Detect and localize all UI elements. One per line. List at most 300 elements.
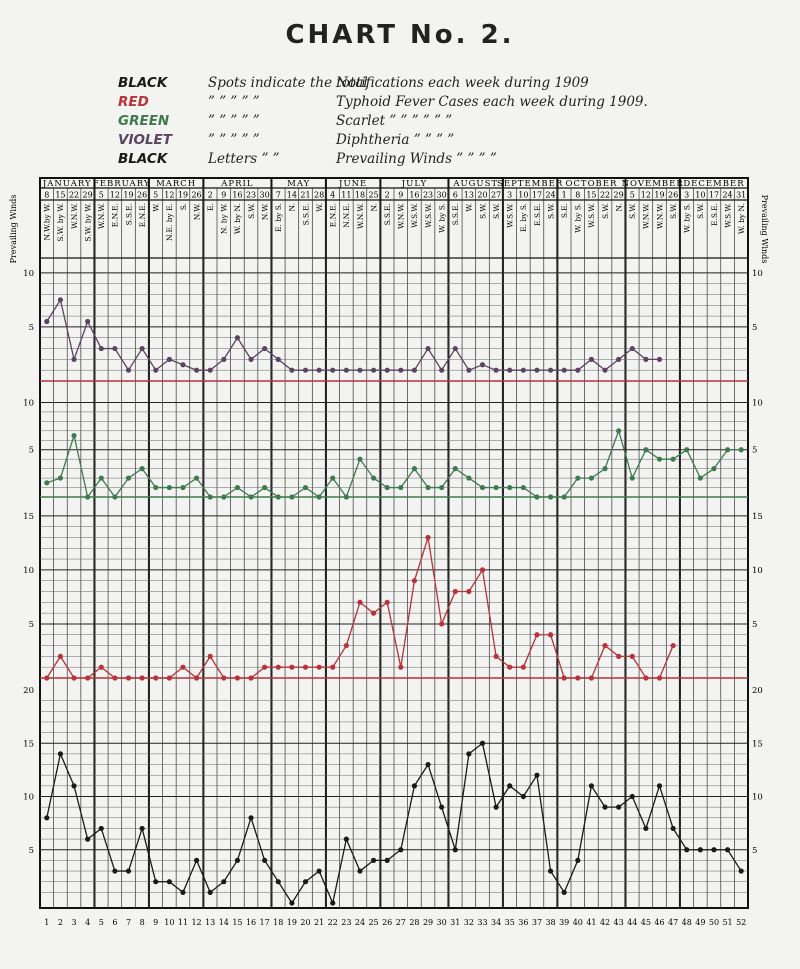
data-point [725, 447, 730, 452]
data-point [657, 783, 662, 788]
data-point [466, 589, 471, 594]
data-point [112, 868, 117, 873]
date-label: 4 [330, 190, 336, 200]
wind-label: N.W. [192, 203, 202, 221]
data-point [385, 600, 390, 605]
data-point [425, 535, 430, 540]
data-point [425, 346, 430, 351]
date-label: 10 [518, 190, 529, 200]
week-number: 34 [491, 918, 502, 927]
date-label: 22 [599, 190, 611, 200]
date-label: 27 [491, 190, 502, 200]
week-number: 42 [599, 918, 611, 927]
data-point [99, 826, 104, 831]
data-point [330, 475, 335, 480]
data-point [575, 858, 580, 863]
data-point [317, 665, 322, 670]
wind-label: S.W. by W. [56, 203, 66, 242]
wind-label: W. by N. [233, 203, 243, 235]
week-number: 45 [640, 918, 651, 927]
week-number: 36 [518, 918, 529, 927]
data-point [180, 890, 185, 895]
month-label: MAY [287, 179, 311, 189]
data-point [303, 879, 308, 884]
data-point [548, 632, 553, 637]
data-point [507, 368, 512, 373]
y-tick-label: 5 [28, 445, 34, 456]
week-number: 24 [354, 918, 366, 927]
month-label: OCTOBER [565, 179, 618, 189]
data-point [494, 368, 499, 373]
data-point [71, 433, 76, 438]
date-label: 30 [436, 190, 447, 200]
week-number: 37 [531, 918, 543, 927]
legend-mid: ” ” ” ” ” [208, 94, 260, 110]
data-point [276, 879, 281, 884]
date-label: 2 [207, 190, 213, 200]
wind-label: N.W.by W. [42, 203, 52, 241]
data-point [371, 475, 376, 480]
panel-total-notifications [23, 686, 763, 906]
wind-label: E.S.E. [532, 203, 542, 226]
wind-label: S.W. [696, 203, 706, 220]
week-number: 43 [613, 918, 624, 927]
date-label: 17 [708, 190, 720, 200]
data-point [534, 632, 539, 637]
data-point [548, 368, 553, 373]
week-number: 22 [327, 918, 338, 927]
wind-label: S.S.E. [124, 203, 134, 226]
week-number: 27 [395, 918, 406, 927]
week-number: 25 [368, 918, 379, 927]
date-label: 5 [629, 190, 635, 200]
data-point [398, 368, 403, 373]
data-point [140, 826, 145, 831]
data-point [507, 485, 512, 490]
wind-label: W.N.W. [97, 203, 107, 230]
week-number: 19 [286, 918, 297, 927]
data-point [194, 368, 199, 373]
data-point [466, 751, 471, 756]
month-label: APRIL [221, 179, 254, 189]
month-label: JULY [401, 179, 428, 189]
data-point [276, 665, 281, 670]
wind-label: N.W. [260, 203, 270, 221]
data-point [439, 621, 444, 626]
week-number: 31 [450, 918, 461, 927]
month-label: MARCH [156, 179, 197, 189]
data-point [575, 368, 580, 373]
wind-label: S.W. [546, 203, 556, 220]
wind-label: S.S.E. [451, 203, 461, 226]
date-label: 20 [477, 190, 488, 200]
wind-label: W.S.W. [723, 203, 733, 228]
data-point [616, 357, 621, 362]
data-point [153, 368, 158, 373]
data-point [385, 368, 390, 373]
date-label: 3 [684, 190, 690, 200]
date-label: 29 [613, 190, 624, 200]
data-point [466, 368, 471, 373]
data-point [739, 868, 744, 873]
data-point [344, 368, 349, 373]
date-label: 16 [232, 190, 243, 200]
y-tick-label: 20 [23, 686, 34, 696]
data-point [643, 447, 648, 452]
wind-label: S.W. [491, 203, 501, 220]
date-label: 23 [245, 190, 257, 200]
data-point [657, 457, 662, 462]
wind-label: S.E. [559, 203, 569, 219]
y-tick-label: 5 [28, 845, 34, 856]
data-point [289, 368, 294, 373]
panel-diphtheria [23, 269, 763, 373]
date-label: 7 [275, 190, 281, 200]
date-label: 16 [409, 190, 420, 200]
data-point [521, 485, 526, 490]
y-tick-label: 10 [752, 268, 763, 279]
data-point [330, 665, 335, 670]
week-number: 11 [177, 918, 189, 927]
week-number: 29 [422, 918, 434, 927]
wind-label: W. by S. [682, 203, 692, 233]
wind-label: W.S.W. [505, 203, 515, 228]
legend-key: RED [118, 94, 149, 110]
data-point [58, 297, 63, 302]
week-number: 33 [477, 918, 488, 927]
date-label: 9 [221, 190, 227, 200]
date-label: 2 [384, 190, 390, 200]
data-point [303, 485, 308, 490]
data-point [221, 879, 226, 884]
week-number: 12 [191, 918, 202, 927]
data-point [698, 847, 703, 852]
wind-label: N. [369, 203, 379, 212]
data-point [439, 368, 444, 373]
data-point [425, 762, 430, 767]
data-point [330, 368, 335, 373]
legend-key: GREEN [118, 113, 170, 129]
date-label: 15 [55, 190, 66, 200]
data-point [44, 480, 49, 485]
data-point [44, 319, 49, 324]
y-tick-label: 15 [23, 511, 34, 522]
week-number: 26 [382, 918, 393, 927]
data-point [357, 368, 362, 373]
y-tick-label: 20 [752, 686, 763, 696]
week-number: 15 [232, 918, 243, 927]
data-point [534, 368, 539, 373]
data-point [466, 475, 471, 480]
wind-label: W.N.W. [641, 203, 651, 230]
week-number: 9 [153, 918, 159, 927]
week-number: 17 [259, 918, 270, 927]
wind-label: S.W. [246, 203, 256, 220]
y-tick-label: 10 [752, 565, 763, 576]
data-point [208, 890, 213, 895]
y-tick-label: 5 [752, 845, 758, 856]
y-tick-label: 5 [752, 619, 758, 630]
week-number: 39 [559, 918, 570, 927]
data-point [453, 589, 458, 594]
week-number: 41 [586, 918, 597, 927]
data-point [521, 794, 526, 799]
data-point [630, 794, 635, 799]
week-number: 44 [627, 918, 638, 927]
wind-label: S.W. [478, 203, 488, 220]
wind-label: W. by S. [437, 203, 447, 233]
data-point [630, 475, 635, 480]
data-point [453, 466, 458, 471]
data-point [602, 466, 607, 471]
y-tick-label: 5 [28, 619, 34, 630]
week-number: 32 [463, 918, 474, 927]
y-tick-label: 15 [752, 511, 763, 522]
date-label: 15 [586, 190, 597, 200]
legend-key: VIOLET [118, 132, 172, 148]
data-point [616, 654, 621, 659]
legend-desc: Prevailing Winds ” ” ” ” [336, 151, 497, 167]
y-tick-label: 5 [752, 445, 758, 456]
legend-key: BLACK [118, 151, 168, 167]
date-label: 19 [123, 190, 134, 200]
month-label: SEPTEMBER [497, 179, 564, 189]
wind-label: E. [205, 203, 215, 211]
date-label: 18 [354, 190, 366, 200]
data-point [602, 643, 607, 648]
data-point [85, 319, 90, 324]
data-point [616, 805, 621, 810]
wind-label: N. by W. [219, 203, 229, 235]
data-point [480, 741, 485, 746]
week-number: 18 [273, 918, 284, 927]
data-point [480, 362, 485, 367]
date-label: 25 [368, 190, 379, 200]
data-point [439, 805, 444, 810]
data-point [303, 368, 308, 373]
data-point [562, 368, 567, 373]
data-point [657, 357, 662, 362]
data-point [58, 654, 63, 659]
data-point [112, 346, 117, 351]
legend-mid: Letters ” ” [208, 151, 280, 167]
data-point [99, 665, 104, 670]
data-point [126, 475, 131, 480]
wind-label: W.S.W. [587, 203, 597, 228]
wind-label: S.W. [668, 203, 678, 220]
date-label: 8 [44, 190, 50, 200]
wind-label: S. [178, 203, 188, 211]
page-title: CHART No. 2. [285, 20, 515, 50]
week-number: 50 [708, 918, 720, 927]
month-label: FEBRUARY [92, 179, 151, 189]
data-point [480, 485, 485, 490]
data-point [235, 335, 240, 340]
week-number: 6 [112, 918, 118, 927]
data-point [194, 475, 199, 480]
data-point [235, 858, 240, 863]
week-number: 23 [341, 918, 352, 927]
y-tick-label: 15 [752, 739, 763, 750]
y-tick-label: 10 [23, 268, 34, 279]
date-label: 21 [300, 190, 311, 200]
wind-label: N. [614, 203, 624, 212]
week-number: 14 [218, 918, 229, 927]
data-point [208, 654, 213, 659]
data-point [494, 805, 499, 810]
data-point [589, 475, 594, 480]
data-point [71, 357, 76, 362]
date-label: 12 [109, 190, 120, 200]
data-point [412, 578, 417, 583]
y-tick-label: 10 [752, 398, 763, 409]
week-number: 10 [164, 918, 175, 927]
y-tick-label: 15 [23, 739, 34, 750]
wind-label: W.N.W. [69, 203, 79, 230]
wind-label: W.N.W. [355, 203, 365, 230]
date-label: 22 [68, 190, 80, 200]
data-point [589, 783, 594, 788]
date-label: 23 [422, 190, 434, 200]
data-point [521, 665, 526, 670]
data-point [439, 485, 444, 490]
data-point [317, 368, 322, 373]
y-tick-label: 10 [23, 792, 34, 803]
data-point [126, 368, 131, 373]
data-point [698, 475, 703, 480]
data-point [398, 665, 403, 670]
wind-label: E. by S. [519, 203, 529, 232]
data-point [180, 665, 185, 670]
wind-label: N.E. by E. [165, 203, 175, 241]
wind-label: E.N.E. [110, 203, 120, 228]
data-point [357, 457, 362, 462]
wind-label: W. [464, 203, 474, 212]
data-point [58, 751, 63, 756]
data-point [262, 665, 267, 670]
data-point [357, 868, 362, 873]
data-point [344, 643, 349, 648]
panel-scarlet [23, 398, 763, 499]
date-label: 3 [507, 190, 513, 200]
date-label: 29 [82, 190, 93, 200]
data-point [289, 900, 294, 905]
wind-label: W.S.W. [410, 203, 420, 228]
data-point [412, 466, 417, 471]
data-point [575, 475, 580, 480]
data-point [262, 485, 267, 490]
wind-label: W. by S. [573, 203, 583, 233]
y-tick-label: 5 [28, 322, 34, 333]
date-label: 26 [137, 190, 148, 200]
data-point [167, 879, 172, 884]
week-number: 47 [668, 918, 679, 927]
data-point [671, 457, 676, 462]
data-point [684, 447, 689, 452]
date-label: 8 [575, 190, 581, 200]
data-point [643, 357, 648, 362]
data-point [739, 447, 744, 452]
data-point [153, 879, 158, 884]
data-point [534, 773, 539, 778]
date-label: 1 [561, 190, 567, 200]
data-point [602, 805, 607, 810]
week-number: 5 [98, 918, 104, 927]
wind-label: S.W. by W. [83, 203, 93, 242]
date-label: 24 [722, 190, 733, 200]
data-point [99, 475, 104, 480]
week-number: 8 [139, 918, 145, 927]
week-number: 38 [545, 918, 556, 927]
data-point [71, 783, 76, 788]
data-point [262, 858, 267, 863]
wind-label: W.N.W. [396, 203, 406, 230]
data-point [357, 600, 362, 605]
wind-label: S.S.E. [382, 203, 392, 226]
data-point [494, 654, 499, 659]
series-line [47, 537, 673, 678]
date-label: 12 [164, 190, 175, 200]
data-point [317, 868, 322, 873]
wind-label: W. [151, 203, 161, 212]
data-point [167, 485, 172, 490]
data-point [303, 665, 308, 670]
data-point [276, 357, 281, 362]
month-label: JUNE [339, 179, 368, 189]
week-number: 40 [572, 918, 583, 927]
data-point [412, 368, 417, 373]
data-point [453, 346, 458, 351]
data-point [235, 485, 240, 490]
data-point [548, 868, 553, 873]
wind-label: N. [287, 203, 297, 212]
data-point [140, 346, 145, 351]
data-point [248, 815, 253, 820]
data-point [289, 665, 294, 670]
date-label: 19 [177, 190, 189, 200]
panel-typhoid [23, 512, 763, 681]
data-point [507, 665, 512, 670]
data-point [248, 357, 253, 362]
week-number: 48 [681, 918, 692, 927]
date-label: 26 [191, 190, 202, 200]
data-point [616, 428, 621, 433]
legend-desc: Notifications each week during 1909 [336, 75, 589, 91]
y-tick-label: 10 [23, 398, 34, 409]
side-label-left: Prevailing Winds [9, 194, 18, 264]
week-number: 1 [44, 918, 50, 927]
wind-label: E. by S. [274, 203, 284, 232]
data-point [262, 346, 267, 351]
date-label: 13 [463, 190, 474, 200]
y-tick-label: 10 [752, 792, 763, 803]
data-point [180, 362, 185, 367]
legend-desc: Scarlet ” ” ” ” ” ” [336, 113, 453, 129]
wind-label: E.S.E. [709, 203, 719, 226]
data-point [371, 611, 376, 616]
data-point [643, 826, 648, 831]
date-label: 14 [286, 190, 297, 200]
data-point [180, 485, 185, 490]
wind-label: W.S.W. [423, 203, 433, 228]
data-point [344, 837, 349, 842]
week-number: 4 [85, 918, 91, 927]
month-label: NOVEMBER [621, 179, 684, 189]
week-number: 30 [436, 918, 447, 927]
data-point [44, 815, 49, 820]
week-number: 49 [695, 918, 706, 927]
wind-label: W. [314, 203, 324, 212]
